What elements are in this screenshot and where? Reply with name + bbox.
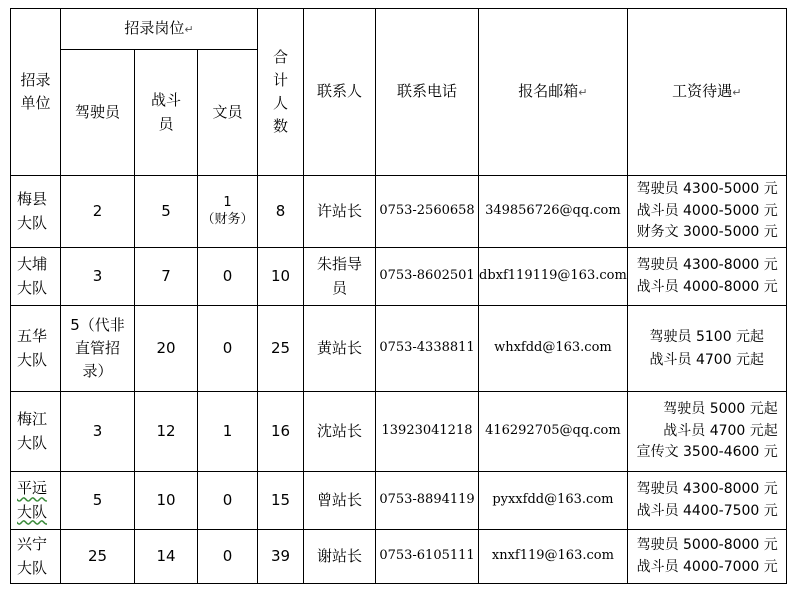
driver-value: 3 bbox=[92, 421, 103, 440]
email-value: whxfdd@163.com bbox=[494, 340, 612, 356]
unit-line: 平远 bbox=[17, 479, 48, 498]
cell-salary bbox=[627, 306, 786, 392]
driver-value: 录） bbox=[82, 362, 113, 381]
unit-line: 梅江 bbox=[17, 410, 48, 429]
driver-value: 直管招 bbox=[74, 338, 120, 357]
unit-line: 大队 bbox=[17, 502, 48, 521]
unit-line: 梅县 bbox=[17, 190, 48, 209]
recruitment-table-container bbox=[10, 8, 787, 584]
contact-value: 沈站长 bbox=[316, 421, 362, 440]
cell-email bbox=[479, 530, 628, 584]
phone-value: 0753-2560658 bbox=[379, 203, 475, 219]
cell-clerk bbox=[198, 248, 258, 306]
header-phone-text: 联系电话 bbox=[396, 82, 457, 101]
contact-value: 谢站长 bbox=[316, 546, 362, 565]
email-value: 349856726@qq.com bbox=[485, 203, 621, 219]
contact-value: 许站长 bbox=[316, 201, 362, 220]
paragraph-mark-icon: ↵ bbox=[578, 86, 588, 100]
email-value: xnxf119@163.com bbox=[491, 548, 614, 564]
header-unit bbox=[11, 9, 61, 176]
cell-salary bbox=[627, 176, 786, 248]
total-value: 10 bbox=[270, 266, 291, 285]
salary-line: 战斗员 4000-7000 元 bbox=[636, 558, 778, 575]
header-total bbox=[258, 9, 304, 176]
driver-value: 5 bbox=[92, 490, 103, 509]
email-value: 416292705@qq.com bbox=[485, 423, 621, 439]
phone-value: 0753-6105111 bbox=[379, 548, 475, 564]
driver-value: 2 bbox=[92, 201, 103, 220]
cell-phone bbox=[376, 248, 479, 306]
cell-driver bbox=[61, 530, 135, 584]
table-row bbox=[11, 472, 787, 530]
total-value: 15 bbox=[270, 490, 291, 509]
cell-total bbox=[258, 176, 304, 248]
cell-unit bbox=[11, 530, 61, 584]
salary-line: 战斗员 4000-8000 元 bbox=[636, 278, 778, 295]
cell-total bbox=[258, 472, 304, 530]
cell-salary bbox=[627, 472, 786, 530]
unit-line: 大队 bbox=[17, 433, 48, 452]
cell-unit bbox=[11, 392, 61, 472]
header-clerk-text: 文员 bbox=[212, 102, 243, 121]
cell-clerk bbox=[198, 472, 258, 530]
clerk-value: 1 bbox=[222, 421, 233, 440]
driver-value: 5（代非 bbox=[70, 315, 125, 334]
header-email-text: 报名邮箱 bbox=[518, 82, 579, 101]
salary-line: 战斗员 4700 元起 bbox=[663, 422, 778, 439]
salary-line: 宣传文 3500-4600 元 bbox=[636, 444, 778, 461]
cell-salary bbox=[627, 530, 786, 584]
cell-fighter bbox=[135, 392, 198, 472]
header-salary-text: 工资待遇 bbox=[672, 82, 733, 101]
salary-line: 驾驶员 5000 元起 bbox=[663, 400, 778, 417]
unit-line: 大队 bbox=[17, 278, 48, 297]
fighter-value: 12 bbox=[156, 421, 176, 440]
header-row-1 bbox=[11, 9, 787, 50]
phone-value: 0753-8894119 bbox=[379, 492, 475, 508]
header-driver-text: 驾驶员 bbox=[74, 102, 120, 121]
cell-clerk bbox=[198, 392, 258, 472]
contact-value: 朱指导 bbox=[316, 255, 362, 274]
cell-email bbox=[479, 176, 628, 248]
salary-line: 战斗员 4400-7500 元 bbox=[636, 502, 778, 519]
paragraph-mark-icon: ↵ bbox=[184, 23, 194, 37]
fighter-value: 5 bbox=[161, 201, 171, 220]
cell-contact bbox=[304, 530, 376, 584]
cell-contact bbox=[304, 248, 376, 306]
cell-contact bbox=[304, 392, 376, 472]
unit-line: 大队 bbox=[17, 350, 48, 369]
salary-line: 驾驶员 4300-8000 元 bbox=[636, 256, 778, 273]
phone-value: 0753-4338811 bbox=[379, 340, 475, 356]
header-total-char: 合 bbox=[272, 47, 288, 66]
header-unit-line: 单位 bbox=[20, 94, 51, 112]
table-row bbox=[11, 176, 787, 248]
cell-phone bbox=[376, 306, 479, 392]
header-contact-text: 联系人 bbox=[316, 82, 362, 101]
salary-line: 驾驶员 5000-8000 元 bbox=[636, 536, 778, 553]
cell-total bbox=[258, 530, 304, 584]
table-row bbox=[11, 306, 787, 392]
cell-driver bbox=[61, 248, 135, 306]
salary-line: 战斗员 4000-5000 元 bbox=[636, 202, 778, 219]
cell-fighter bbox=[135, 176, 198, 248]
header-total-char: 人 bbox=[272, 94, 288, 112]
total-value: 8 bbox=[275, 201, 286, 220]
paragraph-mark-icon: ↵ bbox=[732, 86, 742, 100]
cell-clerk bbox=[198, 176, 258, 248]
header-salary bbox=[627, 9, 786, 176]
clerk-value: 0 bbox=[222, 266, 233, 285]
driver-value: 3 bbox=[92, 266, 103, 285]
header-driver bbox=[61, 50, 135, 176]
cell-contact bbox=[304, 472, 376, 530]
total-value: 25 bbox=[270, 338, 291, 357]
cell-clerk bbox=[198, 306, 258, 392]
header-positions-text: 招录岗位 bbox=[124, 19, 185, 38]
unit-line: 兴宁 bbox=[17, 535, 48, 554]
phone-value: 0753-8602501 bbox=[379, 268, 475, 284]
cell-fighter bbox=[135, 472, 198, 530]
table-row bbox=[11, 530, 787, 584]
total-value: 39 bbox=[270, 546, 291, 565]
header-contact bbox=[304, 9, 376, 176]
cell-phone bbox=[376, 176, 479, 248]
email-value: dbxf119119@163.com bbox=[479, 268, 627, 284]
cell-total bbox=[258, 392, 304, 472]
cell-total bbox=[258, 248, 304, 306]
cell-unit bbox=[11, 176, 61, 248]
header-total-char: 计 bbox=[272, 70, 288, 89]
header-fighter bbox=[135, 50, 198, 176]
cell-total bbox=[258, 306, 304, 392]
cell-driver bbox=[61, 306, 135, 392]
cell-phone bbox=[376, 472, 479, 530]
clerk-value: 1 bbox=[223, 194, 232, 210]
contact-value: 黄站长 bbox=[316, 338, 362, 357]
clerk-note: （财务） bbox=[201, 211, 254, 227]
unit-line: 大队 bbox=[17, 558, 48, 577]
table-row bbox=[11, 248, 787, 306]
clerk-value: 0 bbox=[222, 490, 233, 509]
cell-contact bbox=[304, 176, 376, 248]
cell-fighter bbox=[135, 248, 198, 306]
fighter-value: 20 bbox=[156, 338, 176, 357]
clerk-value: 0 bbox=[222, 338, 233, 357]
contact-value: 员 bbox=[331, 278, 347, 297]
header-fighter-line: 员 bbox=[158, 114, 174, 133]
cell-unit bbox=[11, 248, 61, 306]
cell-email bbox=[479, 392, 628, 472]
cell-email bbox=[479, 306, 628, 392]
cell-driver bbox=[61, 472, 135, 530]
header-email bbox=[479, 9, 628, 176]
recruitment-table bbox=[10, 8, 787, 584]
header-total-char: 数 bbox=[272, 117, 288, 136]
fighter-value: 7 bbox=[161, 266, 171, 285]
header-clerk bbox=[198, 50, 258, 176]
unit-line: 大队 bbox=[17, 213, 48, 232]
cell-unit bbox=[11, 306, 61, 392]
cell-email bbox=[479, 472, 628, 530]
header-unit-line: 招录 bbox=[20, 70, 51, 89]
unit-line: 五华 bbox=[17, 327, 48, 346]
header-positions bbox=[61, 9, 258, 50]
cell-driver bbox=[61, 176, 135, 248]
phone-value: 13923041218 bbox=[381, 423, 473, 439]
salary-line: 财务文 3000-5000 元 bbox=[636, 224, 778, 241]
email-value: pyxxfdd@163.com bbox=[492, 492, 614, 508]
cell-salary bbox=[627, 248, 786, 306]
fighter-value: 10 bbox=[156, 490, 176, 509]
contact-value: 曾站长 bbox=[316, 490, 362, 509]
header-fighter-line: 战斗 bbox=[150, 91, 181, 110]
cell-fighter bbox=[135, 306, 198, 392]
header-phone bbox=[376, 9, 479, 176]
cell-clerk bbox=[198, 530, 258, 584]
salary-line: 驾驶员 4300-8000 元 bbox=[636, 480, 778, 497]
cell-email bbox=[479, 248, 628, 306]
clerk-value: 0 bbox=[222, 546, 233, 565]
salary-line: 驾驶员 5100 元起 bbox=[649, 329, 765, 346]
salary-line: 驾驶员 4300-5000 元 bbox=[636, 180, 778, 197]
salary-line: 战斗员 4700 元起 bbox=[649, 351, 765, 368]
unit-line: 大埔 bbox=[17, 255, 48, 274]
cell-phone bbox=[376, 530, 479, 584]
driver-value: 25 bbox=[87, 546, 108, 565]
table-row bbox=[11, 392, 787, 472]
cell-contact bbox=[304, 306, 376, 392]
fighter-value: 14 bbox=[156, 546, 176, 565]
cell-driver bbox=[61, 392, 135, 472]
cell-unit bbox=[11, 472, 61, 530]
cell-phone bbox=[376, 392, 479, 472]
cell-fighter bbox=[135, 530, 198, 584]
cell-salary bbox=[627, 392, 786, 472]
total-value: 16 bbox=[270, 421, 291, 440]
